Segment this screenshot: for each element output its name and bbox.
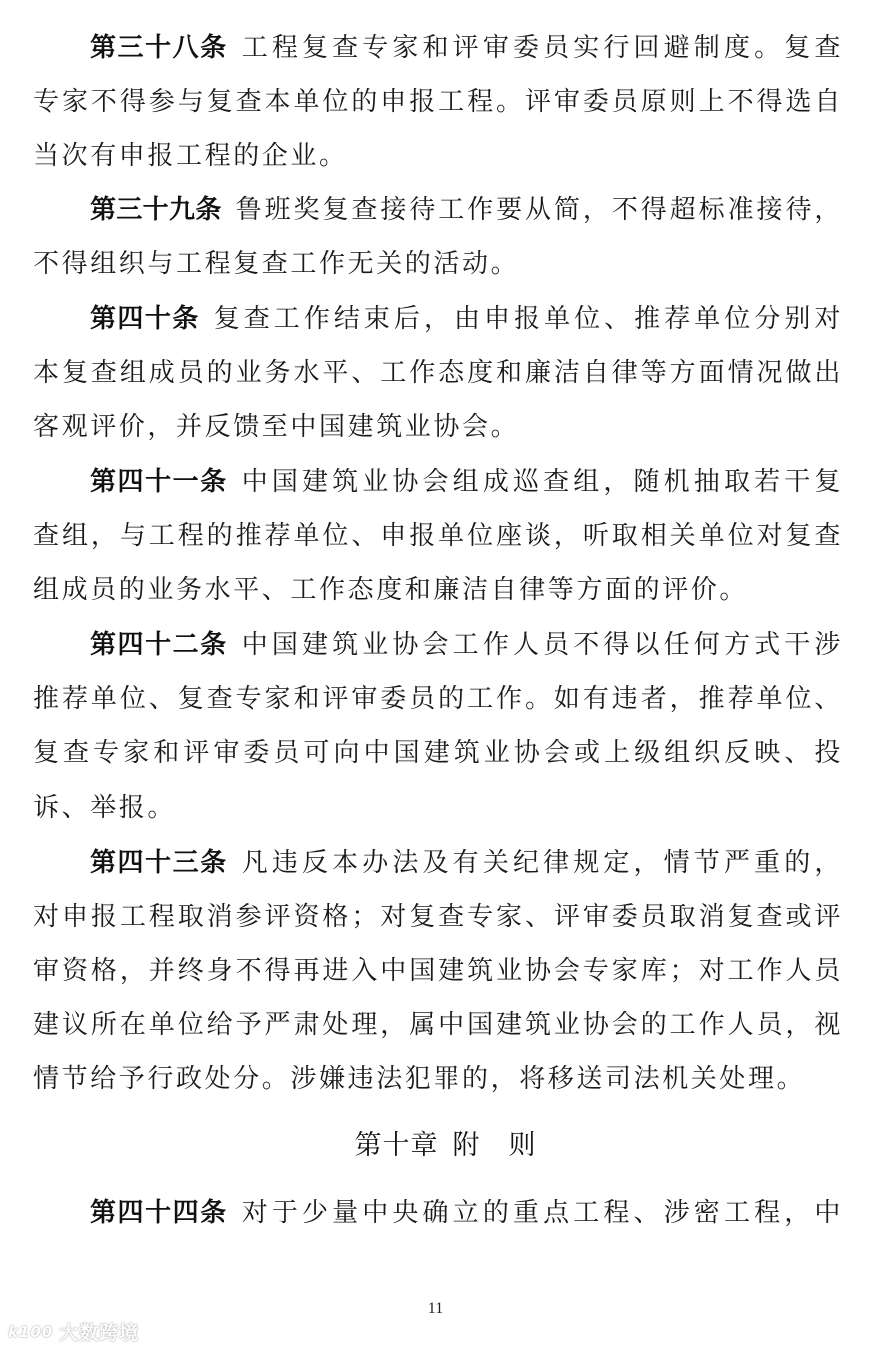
article-39-line-2: 不得组织与工程复查工作无关的活动。 — [33, 249, 520, 279]
article-43-line-1 — [90, 836, 843, 890]
article-text: 鲁班奖复查接待工作要从简，不得超标准接待， — [235, 195, 843, 225]
article-number: 第四十条 — [90, 304, 200, 334]
article-text: 凡违反本办法及有关纪律规定，情节严重的， — [241, 848, 843, 878]
article-number: 第三十八条 — [90, 33, 228, 63]
article-42-line-4: 诉、举报。 — [33, 793, 177, 823]
article-41-line-2: 查组，与工程的推荐单位、申报单位座谈，听取相关单位对复查 — [33, 521, 843, 551]
article-43-line-5: 情节给予行政处分。涉嫌违法犯罪的，将移送司法机关处理。 — [33, 1064, 806, 1094]
article-40-line-3: 客观评价，并反馈至中国建筑业协会。 — [33, 412, 520, 442]
article-text: 对于少量中央确立的重点工程、涉密工程，中 — [241, 1198, 843, 1228]
article-42-line-3: 复查专家和评审委员可向中国建筑业协会或上级组织反映、投 — [33, 738, 843, 768]
article-number: 第四十三条 — [90, 848, 228, 878]
article-44-line-1 — [90, 1186, 843, 1240]
chapter-number: 第十章 — [354, 1130, 439, 1161]
article-text: 复查工作结束后，由申报单位、推荐单位分别对 — [213, 304, 843, 334]
chapter-title-part1: 附 — [452, 1130, 481, 1161]
article-43-line-4: 建议所在单位给予严肃处理，属中国建筑业协会的工作人员，视 — [33, 1010, 843, 1040]
article-40-line-1 — [90, 292, 843, 346]
article-number: 第四十四条 — [90, 1198, 228, 1228]
article-text: 工程复查专家和评审委员实行回避制度。复查 — [241, 33, 843, 63]
page-number: 11 — [427, 1300, 444, 1317]
article-number: 第四十二条 — [90, 630, 228, 660]
article-38-line-3: 当次有申报工程的企业。 — [33, 141, 348, 171]
article-40-line-2: 本复查组成员的业务水平、工作态度和廉洁自律等方面情况做出 — [33, 358, 843, 388]
article-number: 第三十九条 — [90, 195, 222, 225]
article-43-line-2: 对申报工程取消参评资格；对复查专家、评审委员取消复查或评 — [33, 902, 843, 932]
chapter-title-part2: 则 — [508, 1130, 537, 1161]
article-number: 第四十一条 — [90, 467, 228, 497]
watermark-logo-icon: k100 — [8, 1322, 54, 1341]
article-43-line-3: 审资格，并终身不得再进入中国建筑业协会专家库；对工作人员 — [33, 956, 843, 986]
article-38-line-1 — [90, 21, 843, 75]
article-42-line-1 — [90, 618, 843, 672]
article-text: 中国建筑业协会工作人员不得以任何方式干涉 — [241, 630, 843, 660]
article-text: 中国建筑业协会组成巡查组，随机抽取若干复 — [241, 467, 843, 497]
article-42-line-2: 推荐单位、复查专家和评审委员的工作。如有违者，推荐单位、 — [33, 684, 843, 714]
article-41-line-1 — [90, 455, 843, 509]
chapter-heading — [0, 1119, 891, 1173]
article-39-line-1 — [90, 183, 843, 237]
article-41-line-3: 组成员的业务水平、工作态度和廉洁自律等方面的评价。 — [33, 575, 749, 605]
watermark — [8, 1318, 139, 1345]
article-38-line-2: 专家不得参与复查本单位的申报工程。评审委员原则上不得选自 — [33, 87, 843, 117]
watermark-text: 大数跨境 — [59, 1322, 140, 1344]
